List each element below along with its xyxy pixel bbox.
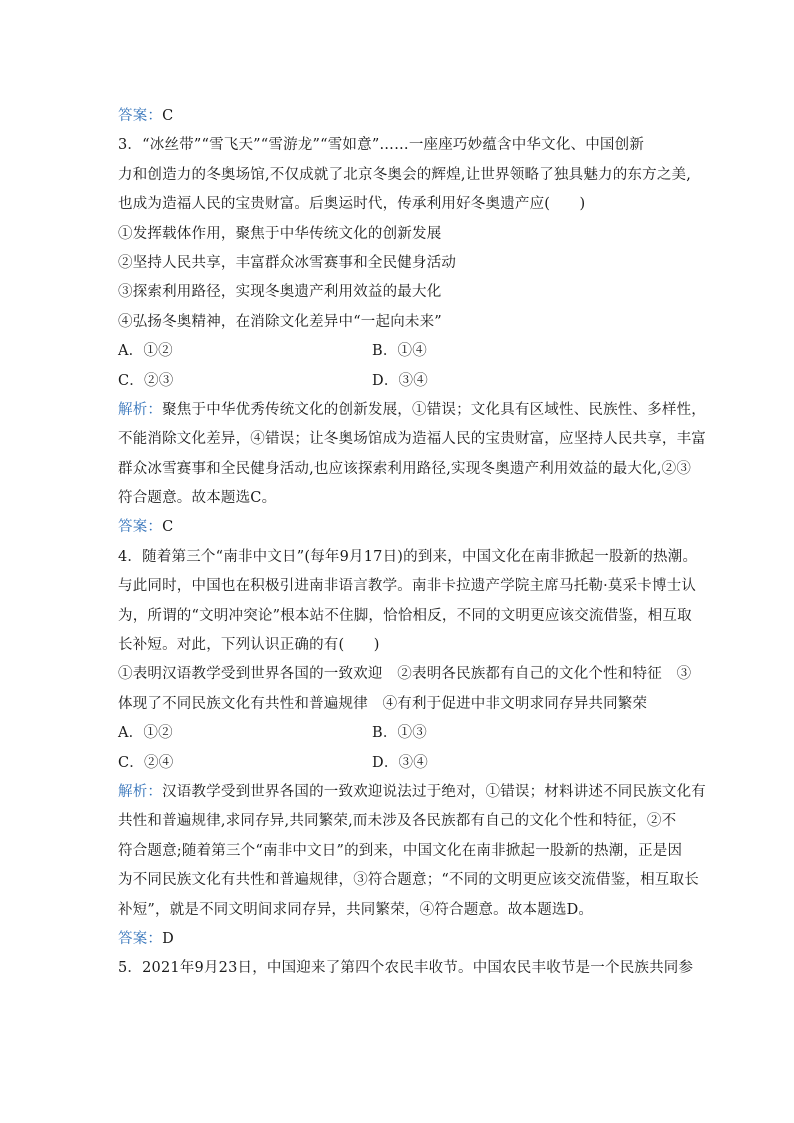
q4-analysis-line: 符合题意;随着第三个“南非中文日”的到来，中国文化在南非掀起一股新的热潮，正是因 [118,842,683,859]
q4-statement: 体现了不同民族文化有共性和普遍规律 ④有利于促进中非文明求同存异共同繁荣 [118,695,648,712]
q4-options-row [118,749,678,778]
document-page [118,102,707,984]
answer-label: 答案： [118,519,163,536]
q3-answer [118,513,678,542]
q3-statement: ④弘扬冬奥精神，在消除文化差异中“一起向未来” [118,313,442,330]
q4-stem-line: 长补短。对此，下列认识正确的有( ) [118,637,380,654]
q3-analysis-line: 不能消除文化差异，④错误；让冬奥场馆成为造福人民的宝贵财富，应坚持人民共享，丰富 [118,431,706,448]
q4-stem-line: 与此同时，中国也在积极引进南非语言教学。南非卡拉遗产学院主席马托勒·莫采卡博士认 [118,578,697,595]
option-a: A．①② [118,343,173,360]
q4-analysis-line: 补短”，就是不同文明间求同存异，共同繁荣，④符合题意。故本题选D。 [118,901,594,918]
option-d: D．③④ [372,754,428,771]
q3-statement: ③探索利用路径，实现冬奥遗产利用效益的最大化 [118,284,442,301]
q3-stem-line: 也成为造福人民的宝贵财富。后奥运时代，传承利用好冬奥遗产应( ) [118,196,586,213]
q4-stem-line: 4．随着第三个“南非中文日”(每年9月17日)的到来，中国文化在南非掀起一股新的热潮。 [118,548,698,565]
answer-value: C [162,108,174,124]
q4-stem-line: 为，所谓的“文明冲突论”根本站不住脚，恰恰相反，不同的文明更应该交流借鉴，相互取 [118,607,692,624]
question-5 [118,954,694,983]
answer-label: 答案： [118,108,163,124]
q3-statement: ②坚持人民共享，丰富群众冰雪赛事和全民健身活动 [118,254,457,271]
option-d: D．③④ [372,372,428,389]
q5-stem-line: 5．2021年9月23日，中国迎来了第四个农民丰收节。中国农民丰收节是一个民族共同参 [118,960,694,977]
q4-analysis-line [118,778,707,807]
option-a: A．①② [118,725,173,742]
q3-options-row [118,367,678,396]
answer-value: C [162,519,174,536]
q4-statement: ①表明汉语教学受到世界各国的一致欢迎 ②表明各民族都有自己的文化个性和特征 ③ [118,666,692,683]
question-3 [118,131,707,542]
q3-analysis-line: 群众冰雪赛事和全民健身活动,也应该探索利用路径,实现冬奥遗产利用效益的最大化,②③ [118,460,692,477]
analysis-text: 汉语教学受到世界各国的一致欢迎说法过于绝对，①错误；材料讲述不同民族文化有 [162,783,707,800]
option-c: C．②③ [118,372,174,389]
q4-analysis-line: 为不同民族文化有共性和普遍规律，③符合题意；“不同的文明更应该交流借鉴，相互取长 [118,872,699,889]
q2-answer [118,102,678,131]
option-b: B．①④ [372,343,427,360]
q3-stem-line: 力和创造力的冬奥场馆,不仅成就了北京冬奥会的辉煌,让世界领略了独具魅力的东方之美, [118,166,692,183]
analysis-text: 聚焦于中华优秀传统文化的创新发展，①错误；文化具有区域性、民族性、多样性， [162,401,707,418]
q3-stem-line: 3．“冰丝带”“雪飞天”“雪游龙”“雪如意”……一座座巧妙蕴含中华文化、中国创新 [118,137,645,154]
answer-value: D [162,930,174,947]
q4-options-row [118,719,678,748]
q3-analysis-line [118,396,707,425]
q4-answer [118,925,678,954]
q3-analysis-line: 符合题意。故本题选C。 [118,490,277,507]
analysis-label: 解析： [118,401,163,418]
q3-options-row [118,337,678,366]
analysis-label: 解析： [118,783,163,800]
q4-analysis-line: 共性和普遍规律,求同存异,共同繁荣,而未涉及各民族都有自己的文化个性和特征，②不 [118,813,677,830]
option-b: B．①③ [372,725,427,742]
q3-statement: ①发挥载体作用，聚焦于中华传统文化的创新发展 [118,225,442,242]
question-4 [118,543,707,954]
option-c: C．②④ [118,754,174,771]
answer-label: 答案： [118,930,163,947]
